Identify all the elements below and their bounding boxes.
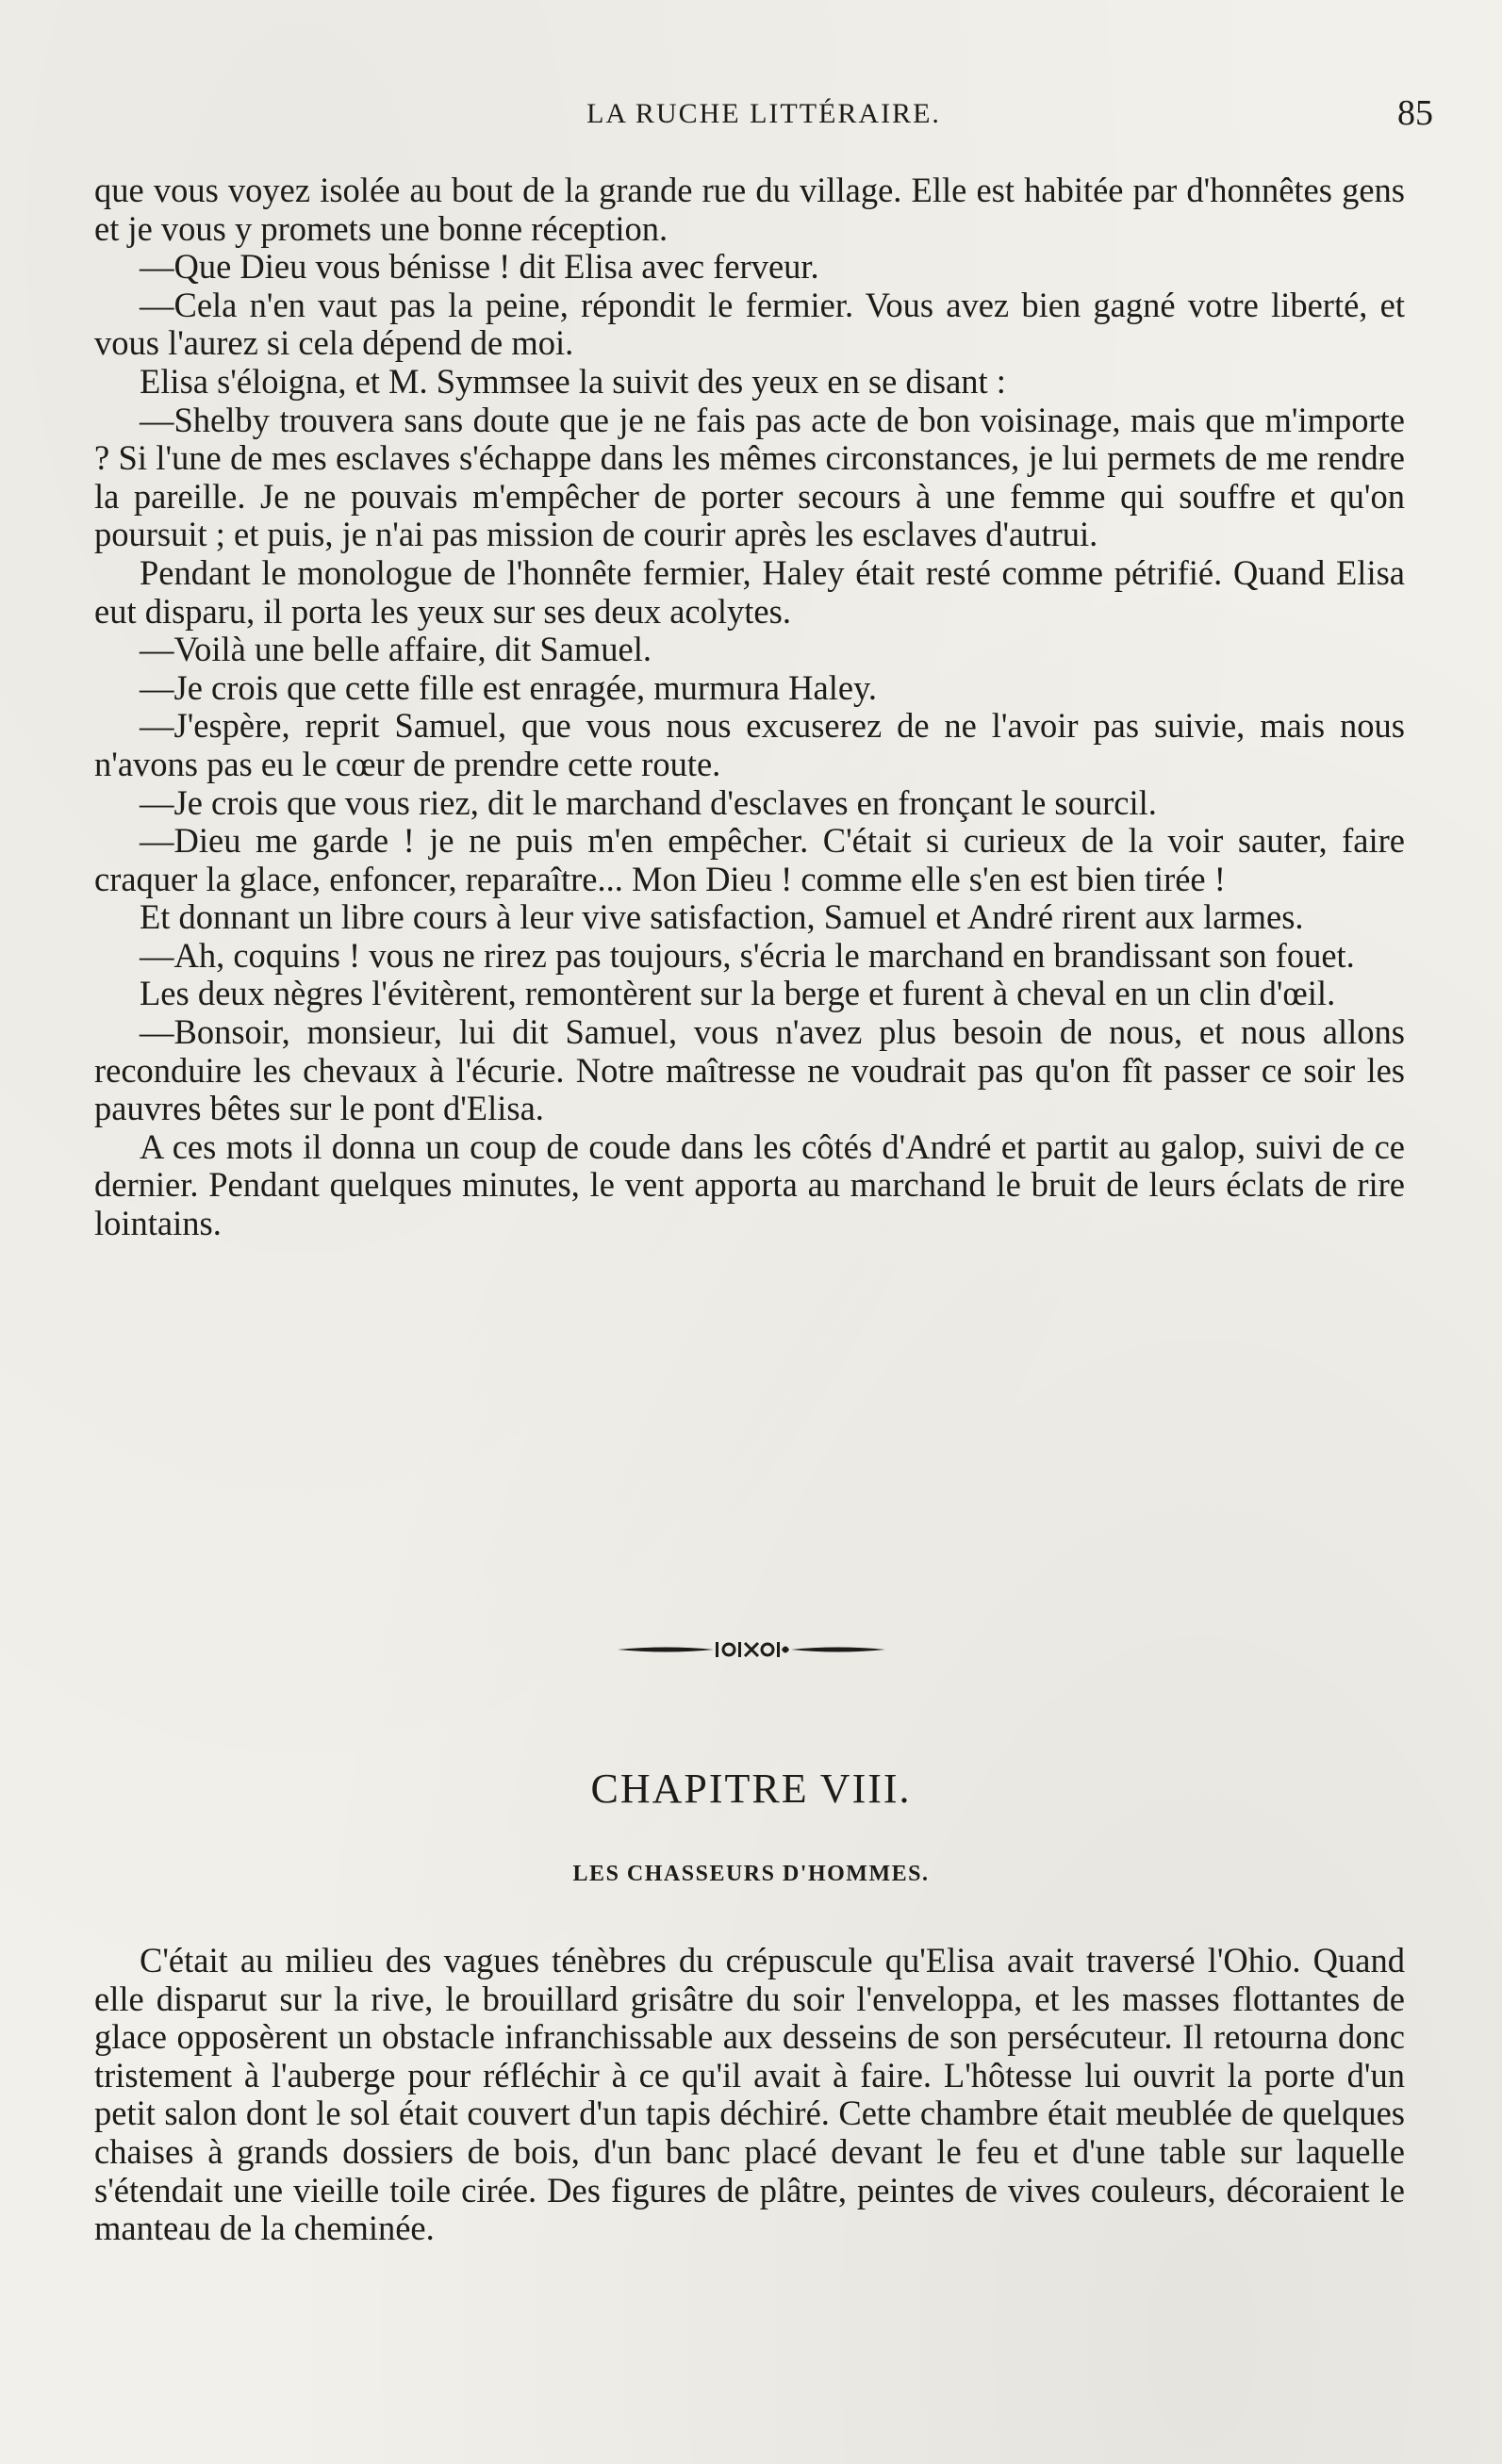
paragraph: que vous voyez isolée au bout de la grande rue du village. Elle est habitée par d'honnêtes gens et je vous y promets une bonne réception. — [94, 171, 1405, 248]
paragraph: Les deux nègres l'évitèrent, remontèrent sur la berge et furent à cheval en un clin d'œil. — [140, 974, 1336, 1013]
paragraph: —Bonsoir, monsieur, lui dit Samuel, vous n'avez plus besoin de nous, et nous allons reconduire les chevaux à l'écurie. Notre maîtresse ne voudrait pas qu'on fît passer ce soir les pauvres bêtes sur le pont d'Elisa. — [94, 1012, 1405, 1128]
paragraph: Et donnant un libre cours à leur vive satisfaction, Samuel et André rirent aux larmes. — [140, 897, 1304, 937]
paragraph: —Cela n'en vaut pas la peine, répondit le fermier. Vous avez bien gagné votre liberté, et vous l'aurez si cela dépend de moi. — [94, 285, 1405, 363]
paragraph: —Voilà une belle affaire, dit Samuel. — [140, 630, 652, 669]
chapter-title: CHAPITRE VIII. — [590, 1766, 912, 1812]
ornament-divider-icon — [610, 1634, 893, 1666]
paragraph: —Je crois que vous riez, dit le marchand d'esclaves en fronçant le sourcil. — [140, 782, 1157, 822]
chapter-subtitle: LES CHASSEURS D'HOMMES. — [572, 1862, 930, 1886]
paragraph: C'était au milieu des vagues ténèbres du crépuscule qu'Elisa avait traversé l'Ohio. Quand elle disparut sur la rive, le brouillard grisâtre du soir l'enveloppa, et les masses flottantes de glace opposèrent un obstacle infranchissable aux desseins de son persécuteur. Il retourna donc tristement à l'auberge pour réfléchir à ce qu'il avait à faire. L'hôtesse lui ouvrit la porte d'un petit salon dont le sol était couvert d'un tapis déchiré. Cette chambre était meublée de quelques chaises à grands dossiers de bois, d'un banc placé devant le feu et d'une table sur laquelle s'étendait une vieille toile cirée. Des figures de plâtre, peintes de vives couleurs, décoraient le manteau de la cheminée. — [94, 1941, 1405, 2248]
running-title: LA RUCHE LITTÉRAIRE. — [586, 98, 941, 129]
paragraph: —Shelby trouvera sans doute que je ne fais pas acte de bon voisinage, mais que m'importe ? Si l'une de mes esclaves s'échappe dans les mêmes circonstances, je lui permets de me rendre la pareille. Je ne pouvais m'empêcher de porter secours à une femme qui souffre et qu'on poursuit ; et puis, je n'ai pas mission de courir après les esclaves d'autrui. — [94, 400, 1405, 554]
paragraph: Pendant le monologue de l'honnête fermier, Haley était resté comme pétrifié. Quand Elisa eut disparu, il porta les yeux sur ses deux acolytes. — [94, 552, 1405, 631]
paragraph: A ces mots il donna un coup de coude dans les côtés d'André et partit au galop, suivi de ce dernier. Pendant quelques minutes, le vent apporta au marchand le bruit de leurs éclats de rire lointains. — [94, 1126, 1405, 1243]
paragraph: —Ah, coquins ! vous ne rirez pas toujours, s'écria le marchand en brandissant son fouet. — [140, 935, 1355, 975]
paragraph: —J'espère, reprit Samuel, que vous nous excuserez de ne l'avoir pas suivie, mais nous n'avons pas eu le cœur de prendre cette route. — [94, 706, 1405, 783]
paragraph: —Dieu me garde ! je ne puis m'en empêcher. C'était si curieux de la voir sauter, faire craquer la glace, enfoncer, reparaître... Mon Dieu ! comme elle s'en est bien tirée ! — [94, 821, 1405, 898]
paragraph: —Que Dieu vous bénisse ! dit Elisa avec ferveur. — [140, 247, 819, 287]
chapter-body — [94, 1942, 1405, 2248]
section-ornament — [0, 1634, 1502, 1671]
body-text — [94, 172, 1405, 1243]
paragraph: —Je crois que cette fille est enragée, murmura Haley. — [140, 667, 878, 707]
page-header — [94, 87, 1433, 143]
page-number: 85 — [1397, 93, 1433, 133]
paragraph: Elisa s'éloigna, et M. Symmsee la suivit des yeux en se disant : — [140, 361, 1006, 401]
